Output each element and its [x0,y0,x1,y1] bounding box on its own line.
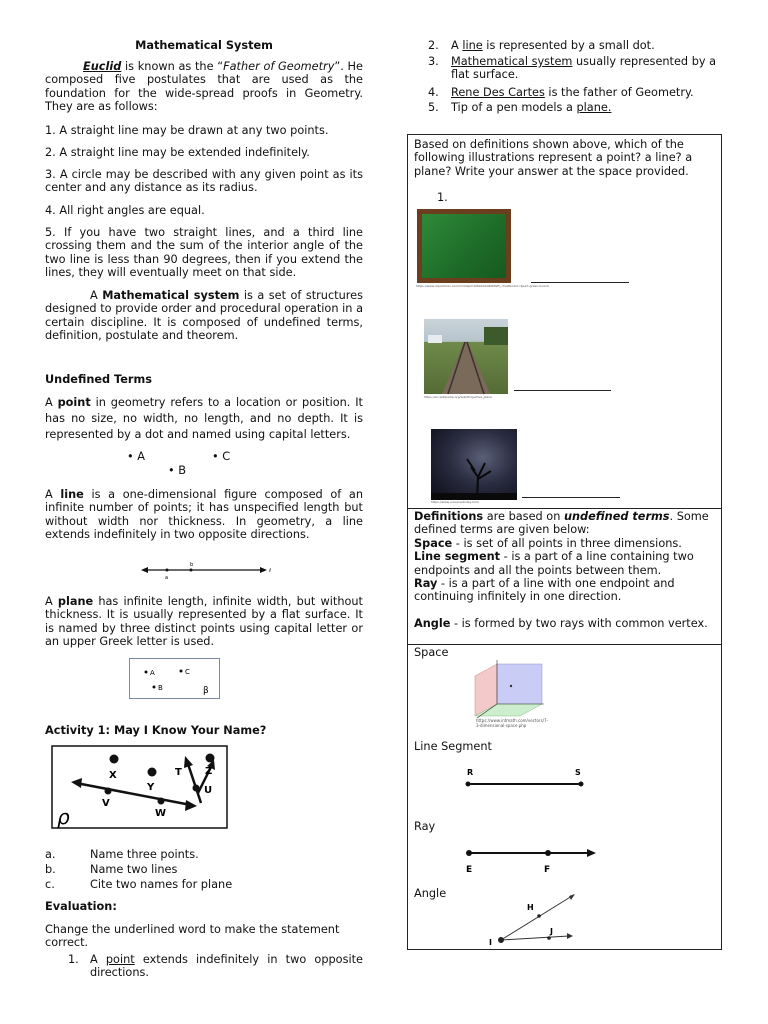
angle-label: Angle [414,887,447,900]
ray-point-e: E [466,865,473,875]
plane-text-1: A [45,595,58,608]
box-divider-1 [407,508,722,509]
line-definition [45,488,363,542]
point-label-b: • B [168,464,187,477]
postulate-2: 2. A straight line may be extended indefinitely. [45,146,310,159]
definitions-text-1: are based on [483,510,564,523]
segment-point-s: S [575,768,581,777]
chalkboard-surface [422,214,506,278]
document-title: Mathematical System [135,39,273,52]
eval-item-4-number: 4. [428,86,439,99]
intro-quote: Father of Geometry [223,60,335,73]
activity-point-t: T [175,767,182,778]
railroad-drawing [424,319,508,394]
postulate-1: 1. A straight line may be drawn at any two points. [45,124,329,137]
eval1-text-2: extends indefinitely in two opposite directions. [90,953,363,980]
plane-label-beta: β [203,686,209,696]
activity-figure [51,745,231,831]
line-fig-label-a: a [165,575,169,581]
eval-item-5-number: 5. [428,101,439,114]
line-text-1: A [45,488,61,501]
point-term: point [57,396,91,409]
space-definition: - is set of all points in three dimensions. [452,536,682,550]
ray-figure [460,843,600,875]
ray-term: Ray [414,577,438,591]
postulate-3: 3. A circle may be described with any given point as its center and any distance as its radius. [45,168,363,195]
line-text-2: is a one-dimensional figure composed of an infinite number of points; it has unspecified length but without width nor thickness. In geometry, a line extends indefinitely in two opposite directions. [45,488,363,542]
eval-item-3-text [451,55,723,82]
activity-point-y: Y [147,782,155,793]
activity-plane-rho: ρ [57,805,70,829]
ms-text-2: is a set of structures designed to provide order and procedural operation in a certain discipline. It is composed of undefined terms, definition, postulate and theorem. [45,289,363,343]
postulate-4: 4. All right angles are equal. [45,204,205,217]
eval1-underlined-word: point [105,953,135,966]
ray-point-f: F [544,865,551,875]
activity-item-a-letter: a. [45,848,56,861]
plane-figure [129,658,221,700]
item2-text-1: A [451,39,463,52]
point-text-2: in geometry refers to a location or position. It has no size, no width, no length, and no depth. It is represented by a dot and named using capital letters. [45,396,363,441]
plane-label-b: B [158,684,163,692]
eval-item-1-number: 1. [68,953,79,966]
angle-point-i: I [489,938,492,947]
line-segment-label: Line Segment [414,740,492,753]
activity-point-z: Z [205,766,213,777]
angle-term: Angle [414,617,451,630]
euclid-intro [45,60,363,114]
evaluation-heading: Evaluation: [45,900,117,913]
activity-item-c-text: Cite two names for plane [90,878,233,891]
activity-point-u: U [204,785,213,796]
angle-point-j: J [550,927,553,936]
angle-definition: - is formed by two rays with common vertex. [450,617,708,630]
postulate-5: 5. If you have two straight lines, and a third line crossing them and the sum of the interior angle of the two line is less than 90 degrees, then if you extend the lines, they will eventually meet on that side. [45,226,363,280]
box-divider-2 [407,644,722,645]
euclid-name: Euclid [83,60,122,73]
item3-text-2: usually represented by a flat surface. [451,55,717,82]
eval-item-1-text [90,953,363,980]
activity-item-b-text: Name two lines [90,863,178,876]
angle-point-h: H [527,903,534,912]
eval-item-3-number: 3. [428,55,439,68]
plane-label-c: C [185,668,190,676]
evaluation-instructions: Change the underlined word to make the statement correct. [45,923,340,950]
night-sky-drawing [431,429,517,500]
space-3d-figure [473,660,545,722]
chalkboard-caption: https://www.clipartmax.com/middle/m2i8G6A0G6i8i8Z5_chalkboard-clipart-green-board/ [416,284,550,288]
line-figure [141,560,271,582]
item5-underlined-word: plane. [576,101,612,114]
activity-item-a-text: Name three points. [90,848,199,861]
illustration-number: 1. [437,191,448,204]
answer-line-3[interactable] [522,497,620,498]
math-system-paragraph [45,289,363,343]
eval-item-5-text [451,101,723,114]
activity-heading: Activity 1: May I Know Your Name? [45,724,267,737]
ms-text-1: A [90,289,103,302]
definitions-text-2: . Some defined terms are given below: [414,510,709,537]
item4-underlined-word: Rene Des Cartes [451,86,545,99]
segment-definition: - is a part of a line containing two endpoints and all the points between them. [414,550,694,577]
night-sky-image [431,429,517,500]
activity-point-v: V [102,798,110,809]
item4-text-2: is the father of Geometry. [544,86,694,99]
item3-underlined-word: Mathematical system [451,55,573,68]
activity-point-w: W [155,808,167,819]
line-term: line [60,488,84,501]
plane-text-2: has infinite length, infinite width, but without thickness. It is usually represented by a flat surface. It is named by three distinct points using capital letter or an upper Greek letter is used. [45,595,363,649]
eval-item-2-text [451,39,723,52]
point-label-a: • A [127,450,145,463]
plane-definition [45,595,363,649]
answer-line-1[interactable] [531,282,629,283]
point-text-1: A [45,396,58,409]
ray-label: Ray [414,820,436,833]
angle-figure [485,888,581,948]
box-instructions: Based on definitions shown above, which of the following illustrations represent a point? a line? a plane? Write your answer at the space provided. [414,138,693,178]
segment-point-r: R [467,768,474,777]
line-fig-label-b: b [190,562,194,568]
point-label-c: • C [212,450,231,463]
chalkboard-image [417,209,511,283]
line-fig-label-l: ℓ [269,568,272,574]
space-caption: https://www.intmath.com/vectors/7-3-dimensional-space.php [476,718,548,728]
activity-point-x: X [109,770,117,781]
space-label: Space [414,646,449,659]
night-sky-caption: https://www.universetoday.com/ [431,500,480,504]
answer-line-2[interactable] [514,390,611,391]
plane-label-a: A [150,669,155,677]
ray-definition: - is a part of a line with one endpoint and continuing infinitely in one direction. [414,577,675,604]
item2-underlined-word: line [462,39,483,52]
definitions-term: Definitions [414,510,484,523]
eval-item-4-text [451,86,723,99]
line-segment-figure [460,766,590,796]
plane-term: plane [57,595,94,608]
item2-text-2: is represented by a small dot. [482,39,655,52]
item5-text-1: Tip of a pen models a [451,101,577,114]
railroad-caption: https://en.wikipedia.org/wiki/Projective_plane [424,395,492,399]
angle-definition-paragraph [414,617,716,630]
definitions-paragraph [414,510,716,604]
ms-term: Mathematical system [102,289,240,302]
intro-text-1: is known as the “ [121,60,224,73]
activity-item-c-letter: c. [45,878,55,891]
point-definition [45,395,363,443]
undefined-terms-emph: undefined terms [563,510,670,523]
space-term: Space [414,536,453,550]
eval1-text-1: A [90,953,106,966]
segment-term: Line segment [414,550,501,564]
intro-text-2: ”. He composed five postulates that are used as the foundation for the wide-spread proofs in Geometry. They are as follows: [45,60,363,114]
railroad-image [424,319,508,394]
activity-item-b-letter: b. [45,863,56,876]
eval-item-2-number: 2. [428,39,439,52]
undefined-terms-heading: Undefined Terms [45,373,152,386]
